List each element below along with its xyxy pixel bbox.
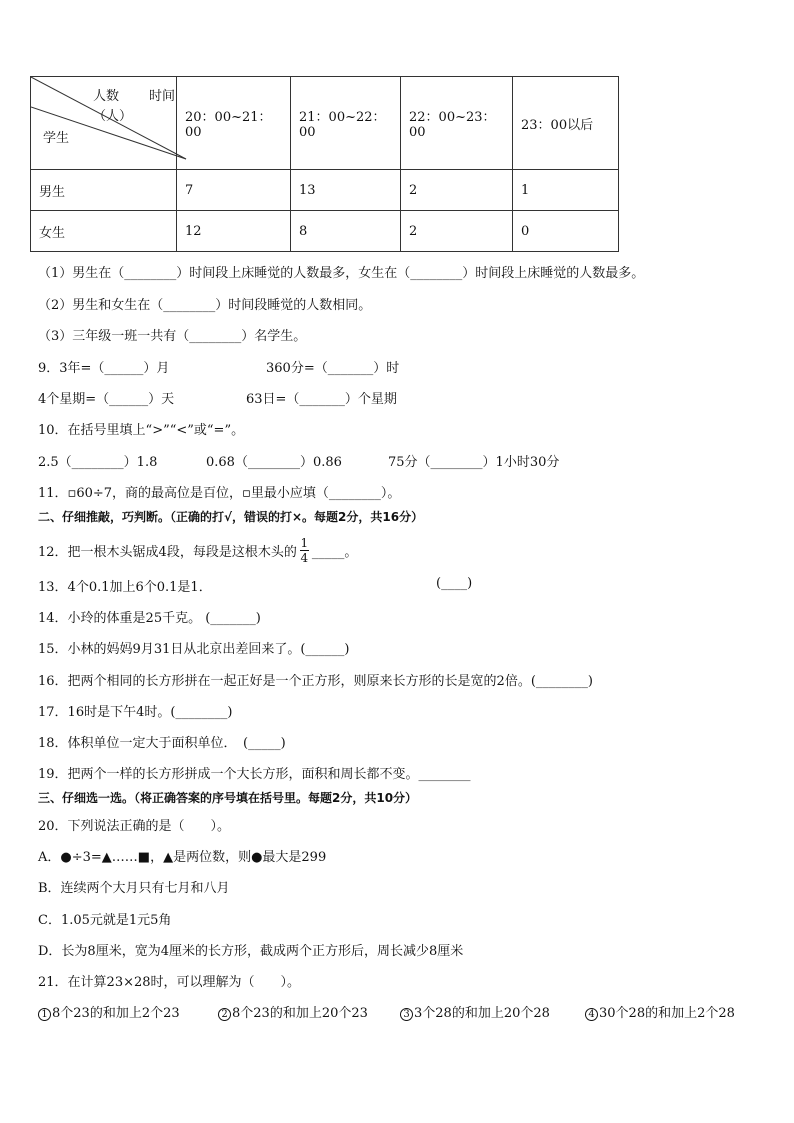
table-cell: 2 [401,170,513,211]
sleep-time-table [30,76,619,252]
q12 [38,532,357,568]
circled-number: 3 [400,1008,413,1021]
q14: 14．小玲的体重是25千克。 (_______) [38,611,261,626]
section-3-heading: 三、仔细选一选。（将正确答案的序号填在括号里。每题2分，共10分） [38,791,418,805]
corner-label-student: 学生 [43,131,70,146]
fraction-denominator: 4 [300,550,309,565]
table-cell: 7 [177,170,291,211]
option-text: 8个23的和加上20个23 [232,1006,368,1021]
q21-title: 21．在计算23×28时，可以理解为（ ）。 [38,975,301,990]
diagonal-header-cell [31,77,177,170]
table-row [31,170,619,211]
q10-a: 2.5（________）1.8 [38,455,158,470]
q10-title: 10．在括号里填上“>”“<”或“=”。 [38,423,245,438]
table-cell: 0 [513,211,619,252]
q17: 17．16时是下午4时。(________) [38,705,233,720]
corner-label-unit: （人） [93,109,133,124]
header-cell: 21：00~22：00 [291,77,401,170]
q11: 11．▫60÷7，商的最高位是百位，▫里最小应填（________）。 [38,486,401,501]
q10-b: 0.68（________）0.86 [206,455,342,470]
table-header-row [31,77,619,170]
circled-number: 1 [38,1008,51,1021]
q21-option-1 [38,1002,180,1021]
q21-option-2 [218,1002,368,1021]
q21-option-3 [400,1002,550,1021]
table-cell: 1 [513,170,619,211]
circled-number: 4 [585,1008,598,1021]
header-cell: 23：00以后 [513,77,619,170]
row-label: 女生 [31,211,177,252]
fraction-numerator: 1 [300,535,309,550]
option-text: 8个23的和加上2个23 [52,1006,180,1021]
q9-d: 63日=（_______）个星期 [246,392,397,407]
q20-option-d: D．长为8厘米，宽为4厘米的长方形，截成两个正方形后，周长减少8厘米 [38,944,464,959]
q8-part2: （2）男生和女生在（________）时间段睡觉的人数相同。 [38,298,372,313]
q21-option-4 [585,1002,735,1021]
q10-c: 75分（________）1小时30分 [388,455,560,470]
corner-label-time: 时间 [149,89,176,104]
q15: 15．小林的妈妈9月31日从北京出差回来了。(______) [38,642,350,657]
q18: 18．体积单位一定大于面积单位． (_____) [38,736,286,751]
circled-number: 2 [218,1008,231,1021]
q13: 13．4个0.1加上6个0.1是1． [38,580,212,595]
q9-c: 4个星期=（______）天 [38,392,175,407]
option-text: 3个28的和加上20个28 [414,1006,550,1021]
q9-b: 360分=（_______）时 [266,361,400,376]
q20-option-b: B．连续两个大月只有七月和八月 [38,881,230,896]
q8-part3: （3）三年级一班一共有（________）名学生。 [38,329,307,344]
fraction [300,536,309,565]
corner-label-count: 人数 [93,89,120,104]
q8-part1: （1）男生在（________）时间段上床睡觉的人数最多，女生在（________）时间段上床睡觉的人数最多。 [38,266,645,281]
q16: 16．把两个相同的长方形拼在一起正好是一个正方形，则原来长方形的长是宽的2倍。(________) [38,674,593,689]
table-cell: 2 [401,211,513,252]
q20-option-a: A．●÷3=▲……■，▲是两位数，则●最大是299 [38,850,327,865]
table-cell: 12 [177,211,291,252]
table-cell: 8 [291,211,401,252]
q12-text: 12．把一根木头锯成4段，每段是这根木头的 [38,544,297,560]
q20-option-c: C．1.05元就是1元5角 [38,913,172,928]
q12-blank: _____。 [311,544,358,560]
option-text: 30个28的和加上2个28 [599,1006,735,1021]
q20-title: 20．下列说法正确的是（ ）。 [38,819,231,834]
row-label: 男生 [31,170,177,211]
header-cell: 20：00~21：00 [177,77,291,170]
table-row [31,211,619,252]
q9-a: 9．3年=（______）月 [38,361,170,376]
header-cell: 22：00~23：00 [401,77,513,170]
table-cell: 13 [291,170,401,211]
q19: 19．把两个一样的长方形拼成一个大长方形，面积和周长都不变。________ [38,767,471,782]
section-2-heading: 二、仔细推敲，巧判断。（正确的打√，错误的打×。每题2分，共16分） [38,510,424,524]
q13-blank: (____) [436,576,473,591]
